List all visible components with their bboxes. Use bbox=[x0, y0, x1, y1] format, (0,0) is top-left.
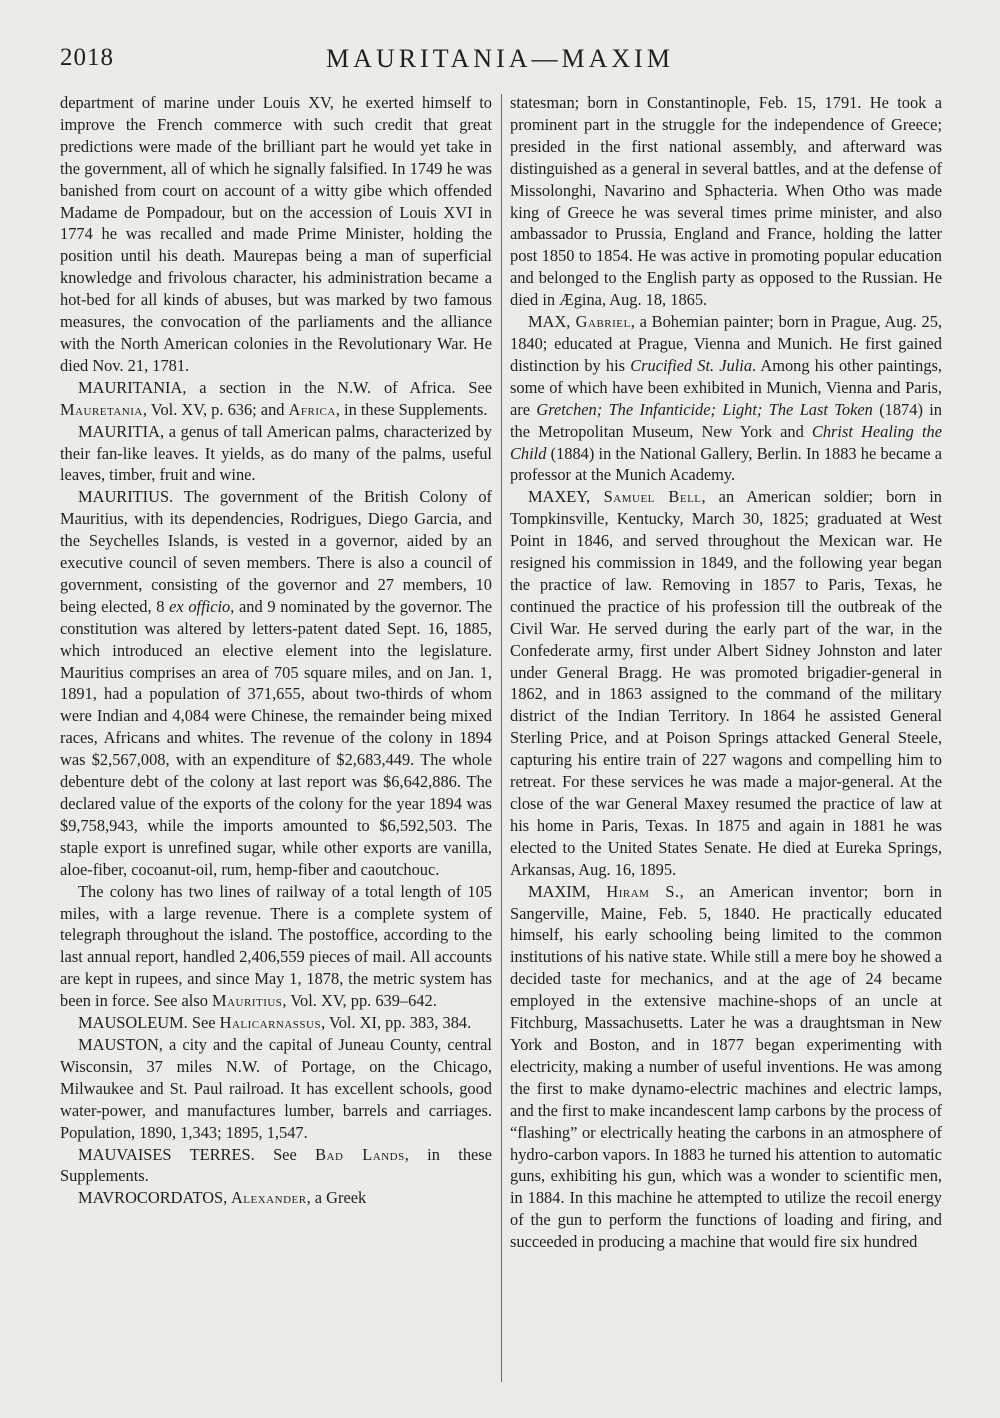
entry-max: MAX, Gabriel, a Bohemian painter; born in Prague, Aug. 25, 1840; educated at Prague, Vienna and Munich. He first gained distinction by his Crucified St. Julia. Among his other paintings, some of which have been exhibited in Munich, Vienna and Paris, are Gretchen; The Infanticide; Light; The Last Token (1874) in the Metropolitan Museum, New York and Christ Healing the Child (1884) in the National Gallery, Berlin. In 1883 he became a professor at the Munich Academy. bbox=[510, 312, 942, 485]
left-column bbox=[60, 92, 492, 1388]
cross-reference: Africa bbox=[288, 399, 336, 419]
entry-head: MAVROCORDATOS, bbox=[78, 1188, 228, 1208]
maurepas-continuation: department of marine under Louis XV, he exerted himself to improve the French commerce with such credit that great predictions were made of the brilliant part he would yet take in the government, all of which he signally falsified. In 1749 he was banished from court on account of a witty gibe which offended Madame de Pompadour, but on the accession of Louis XVI in 1774 he was recalled and made Prime Minister, holding the position until his death. Maurepas being a man of superficial knowledge and frivolous character, his administration became a hot-bed for all kinds of abuses, but was marked by two famous measures, the convocation of the parliaments and the alliance with the North American colonies in the Revolutionary War. He died Nov. 21, 1781. bbox=[60, 93, 492, 375]
entry-head: MAX, bbox=[528, 312, 571, 332]
entry-maxim: MAXIM, Hiram S., an American inventor; born in Sangerville, Maine, Feb. 5, 1840. He practically educated himself, his early schooling being limited to the common institutions of his native state. While still a mere boy he showed a decided taste for mechanics, and at the age of 24 became employed in the extensive machine-shops of an uncle at Fitchburg, Massachusetts. Later he was a draughtsman in New York and Boston, and in 1877 began experimenting with electricity, making a number of useful inventions. He was among the first to make dynamo-electric machines and electric lamps, and the first to make incandescent lamp carbons by the process of “flashing” or electrically heating the carbons in an atmosphere of hydro-carbon vapors. In 1883 he turned his attention to automatic guns, exhibiting his gun, which was a wonder to scientific men, in 1884. In this machine he attempted to utilize the recoil energy of the gun to perform the functions of loading and firing, and succeeded in producing a machine that would fire six hundred bbox=[510, 881, 942, 1252]
cross-reference: Bad Lands bbox=[315, 1144, 405, 1164]
running-title: MAURITANIA—MAXIM bbox=[326, 44, 674, 73]
entry-mavrocordatos: MAVROCORDATOS, Alexander, a Greek bbox=[78, 1188, 367, 1208]
page-number: 2018 bbox=[60, 44, 114, 71]
entry-mauston: MAUSTON, a city and the capital of Juneau County, central Wisconsin, 37 miles N.W. of Portage, on the Chicago, Milwaukee and St. Paul railroad. It has excellent schools, good water-power, and manufactures lumber, barrels and carriages. Population, 1890, 1,343; 1895, 1,547. bbox=[60, 1034, 492, 1142]
artwork-title: Crucified St. Julia bbox=[630, 355, 753, 375]
mavrocordatos-continuation: statesman; born in Constantinople, Feb. 15, 1791. He took a prominent part in the struggle for the independence of Greece; presided in the first national assembly, and afterward was distinguished as a general in several battles, and at the defense of Missolonghi, Navarino and Sphacteria. When Otho was made king of Greece he was several times prime minister, and also ambassador to Prussia, England and France, holding the latter post 1850 to 1854. He was active in promoting popular education and belonged to the English party as opposed to the Russian. He died in Ægina, Aug. 18, 1865. bbox=[510, 93, 942, 310]
artwork-title: Gretchen; The Infanticide; Light; The Last Token bbox=[536, 399, 873, 419]
page-header bbox=[60, 44, 940, 84]
entry-mausoleum: MAUSOLEUM. See Halicarnassus, Vol. XI, pp. 383, 384. bbox=[78, 1013, 472, 1033]
text-columns bbox=[60, 92, 942, 1388]
entry-head: MAUSTON, bbox=[78, 1034, 163, 1054]
column-divider bbox=[501, 94, 502, 1382]
entry-mauritia: MAURITIA, a genus of tall American palms, characterized by their fan-like leaves. It yields, as do many of the palms, useful leaves, timber, fruit and wine. bbox=[60, 421, 492, 485]
entry-mauritius-railways: The colony has two lines of railway of a total length of 105 miles, with a large revenue. There is a complete system of telegraph throughout the island. The postoffice, according to the last annual report, handled 2,406,559 pieces of mail. All accounts are kept in rupees, and since May 1, 1878, the metric system has been in force. See also Mauritius, Vol. XV, pp. 639–642. bbox=[60, 881, 492, 1011]
artwork-title: Christ Healing the Child bbox=[510, 421, 942, 463]
entry-head: MAUVAISES TERRES. bbox=[78, 1144, 255, 1164]
entry-head: MAURITIUS. bbox=[78, 487, 174, 507]
entry-head: MAURITIA, bbox=[78, 421, 165, 441]
cross-reference: Mauritius bbox=[212, 991, 283, 1011]
entry-head: MAUSOLEUM. bbox=[78, 1013, 188, 1033]
entry-person-name: Gabriel bbox=[570, 312, 631, 332]
entry-mauvaises-terres: MAUVAISES TERRES. See Bad Lands, in these Supplements. bbox=[60, 1144, 492, 1186]
cross-reference: Halicarnassus bbox=[219, 1013, 322, 1033]
right-column bbox=[510, 92, 942, 1388]
cross-reference: Mauretania bbox=[60, 399, 143, 419]
entry-person-name: Alexander bbox=[227, 1188, 307, 1208]
entry-person-name: Samuel Bell bbox=[590, 487, 702, 507]
entry-head: MAXEY, bbox=[528, 487, 591, 507]
entry-person-name: Hiram S. bbox=[590, 881, 680, 901]
entry-maxey: MAXEY, Samuel Bell, an American soldier; born in Tompkinsville, Kentucky, March 30, 1825; graduated at West Point in 1846, and served throughout the Mexican war. He resigned his commission in 1849, and the following year began the practice of law. Removing in 1857 to Paris, Texas, he continued the practice of his profession till the outbreak of the Civil War. He served during the early part of the war, in the Confederate army, first under Albert Sidney Johnston and later under General Bragg. He was promoted brigadier-general in 1862, and in 1863 assigned to the command of the military district of the Indian Territory. In 1864 he assisted General Sterling Price, and at Poison Springs attacked General Steele, capturing his entire train of 227 wagons and compelling him to retreat. For these services he was made a major-general. At the close of the war General Maxey resumed the practice of law at his home in Paris, Texas. In 1875 and again in 1881 he was elected to the United States Senate. He died at Eureka Springs, Arkansas, Aug. 16, 1895. bbox=[510, 487, 942, 879]
entry-head: MAURITANIA, bbox=[78, 377, 187, 397]
entry-head: MAXIM, bbox=[528, 881, 591, 901]
entry-mauritania: MAURITANIA, a section in the N.W. of Africa. See Mauretania, Vol. XV, p. 636; and Africa, in these Supplements. bbox=[60, 377, 492, 419]
entry-mauritius: MAURITIUS. The government of the British Colony of Mauritius, with its dependencies, Rodrigues, Diego Garcia, and the Seychelles Islands, is vested in a governor, aided by an executive council of seven members. There is also a council of government, consisting of the governor and 27 members, 10 being elected, 8 ex officio, and 9 nominated by the governor. The constitution was altered by letters-patent dated Sept. 16, 1885, which introduced an elective element into the legislature. Mauritius comprises an area of 705 square miles, and on Jan. 1, 1891, had a population of 371,655, about two-thirds of whom were Indian and 4,084 were Chinese, the remainder being mixed races, Africans and whites. The revenue of the colony in 1894 was $2,567,008, with an expenditure of $2,683,449. The whole debenture debt of the colony at last report was $6,642,886. The declared value of the exports of the colony for the year 1894 was $9,758,943, while the imports amounted to $6,592,503. The staple export is unrefined sugar, while other exports are vanilla, aloe-fiber, cocoanut-oil, rum, hemp-fiber and caoutchouc. bbox=[60, 487, 492, 879]
